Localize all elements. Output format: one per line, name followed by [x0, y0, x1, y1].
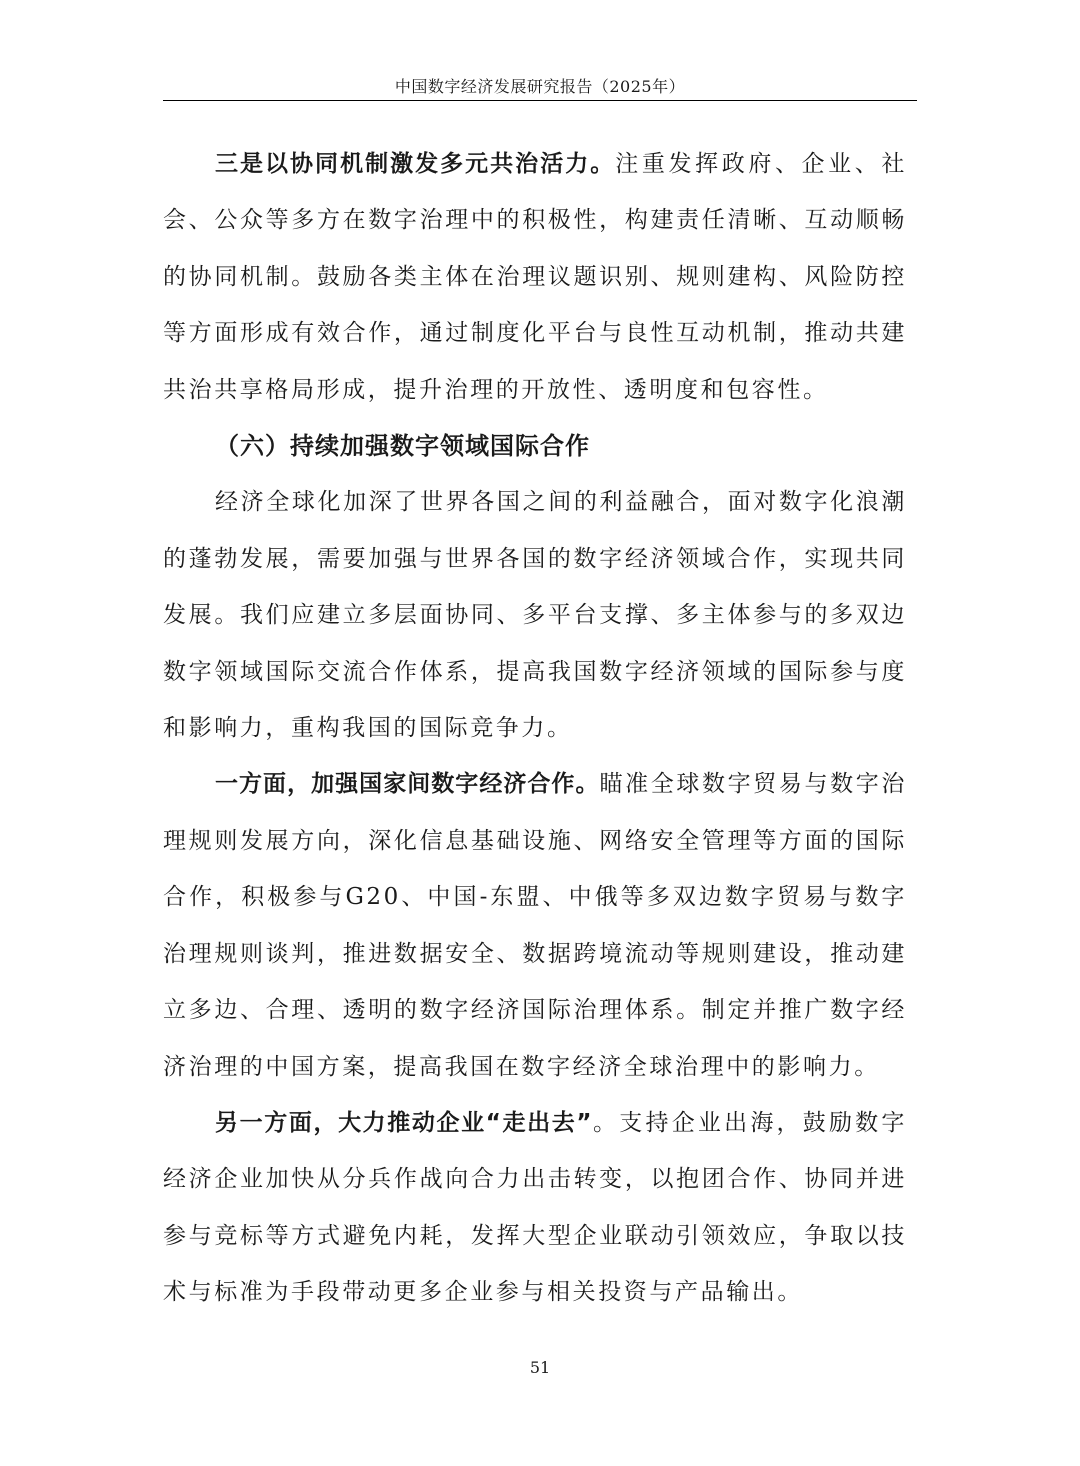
- paragraph-body-text: 注重发挥政府、企业、社会、公众等多方在数字治理中的积极性，构建责任清晰、互动顺畅的协同机制。鼓励各类主体在治理议题识别、规则建构、风险防控等方面形成有效合作，通过制度化平台与良性互动机制，推动共建共治共享格局形成，提升治理的开放性、透明度和包容性。: [163, 151, 908, 403]
- paragraph-lead-text: 三是以协同机制激发多元共治活力。: [215, 151, 616, 177]
- paragraph-international-cooperation: [163, 756, 907, 1094]
- page-number: 51: [529, 1358, 551, 1377]
- paragraph-body-text: 瞄准全球数字贸易与数字治理规则发展方向，深化信息基础设施、网络安全管理等方面的国际合作，积极参与G20、中国-东盟、中俄等多双边数字贸易与数字治理规则谈判，推进数据安全、数据跨境流动等规则建设，推动建立多边、合理、透明的数字经济国际治理体系。制定并推广数字经济治理的中国方案，提高我国在数字经济全球治理中的影响力。: [163, 771, 908, 1080]
- paragraph-lead-text: 另一方面，大力推动企业“走出去”: [215, 1109, 593, 1136]
- header-divider: [163, 100, 917, 101]
- document-body: [163, 136, 907, 1321]
- running-header: 中国数字经济发展研究报告（2025年）: [394, 77, 686, 96]
- paragraph-going-global: [163, 1095, 907, 1321]
- paragraph-globalization: [163, 474, 907, 756]
- section-heading: （六）持续加强数字领域国际合作: [215, 432, 590, 461]
- paragraph-body-text: 经济全球化加深了世界各国之间的利益融合，面对数字化浪潮的蓬勃发展，需要加强与世界各国的数字经济领域合作，实现共同发展。我们应建立多层面协同、多平台支撑、多主体参与的多双边数字领域国际交流合作体系，提高我国数字经济领域的国际参与度和影响力，重构我国的国际竞争力。: [163, 489, 907, 742]
- paragraph-body-text: 。支持企业出海，鼓励数字经济企业加快从分兵作战向合力出击转变，以抱团合作、协同并进参与竞标等方式避免内耗，发挥大型企业联动引领效应，争取以技术与标准为手段带动更多企业参与相关投资与产品输出。: [163, 1109, 907, 1306]
- paragraph-collaborative-governance: [163, 136, 907, 418]
- paragraph-lead-text: 一方面，加强国家间数字经济合作。: [215, 771, 600, 798]
